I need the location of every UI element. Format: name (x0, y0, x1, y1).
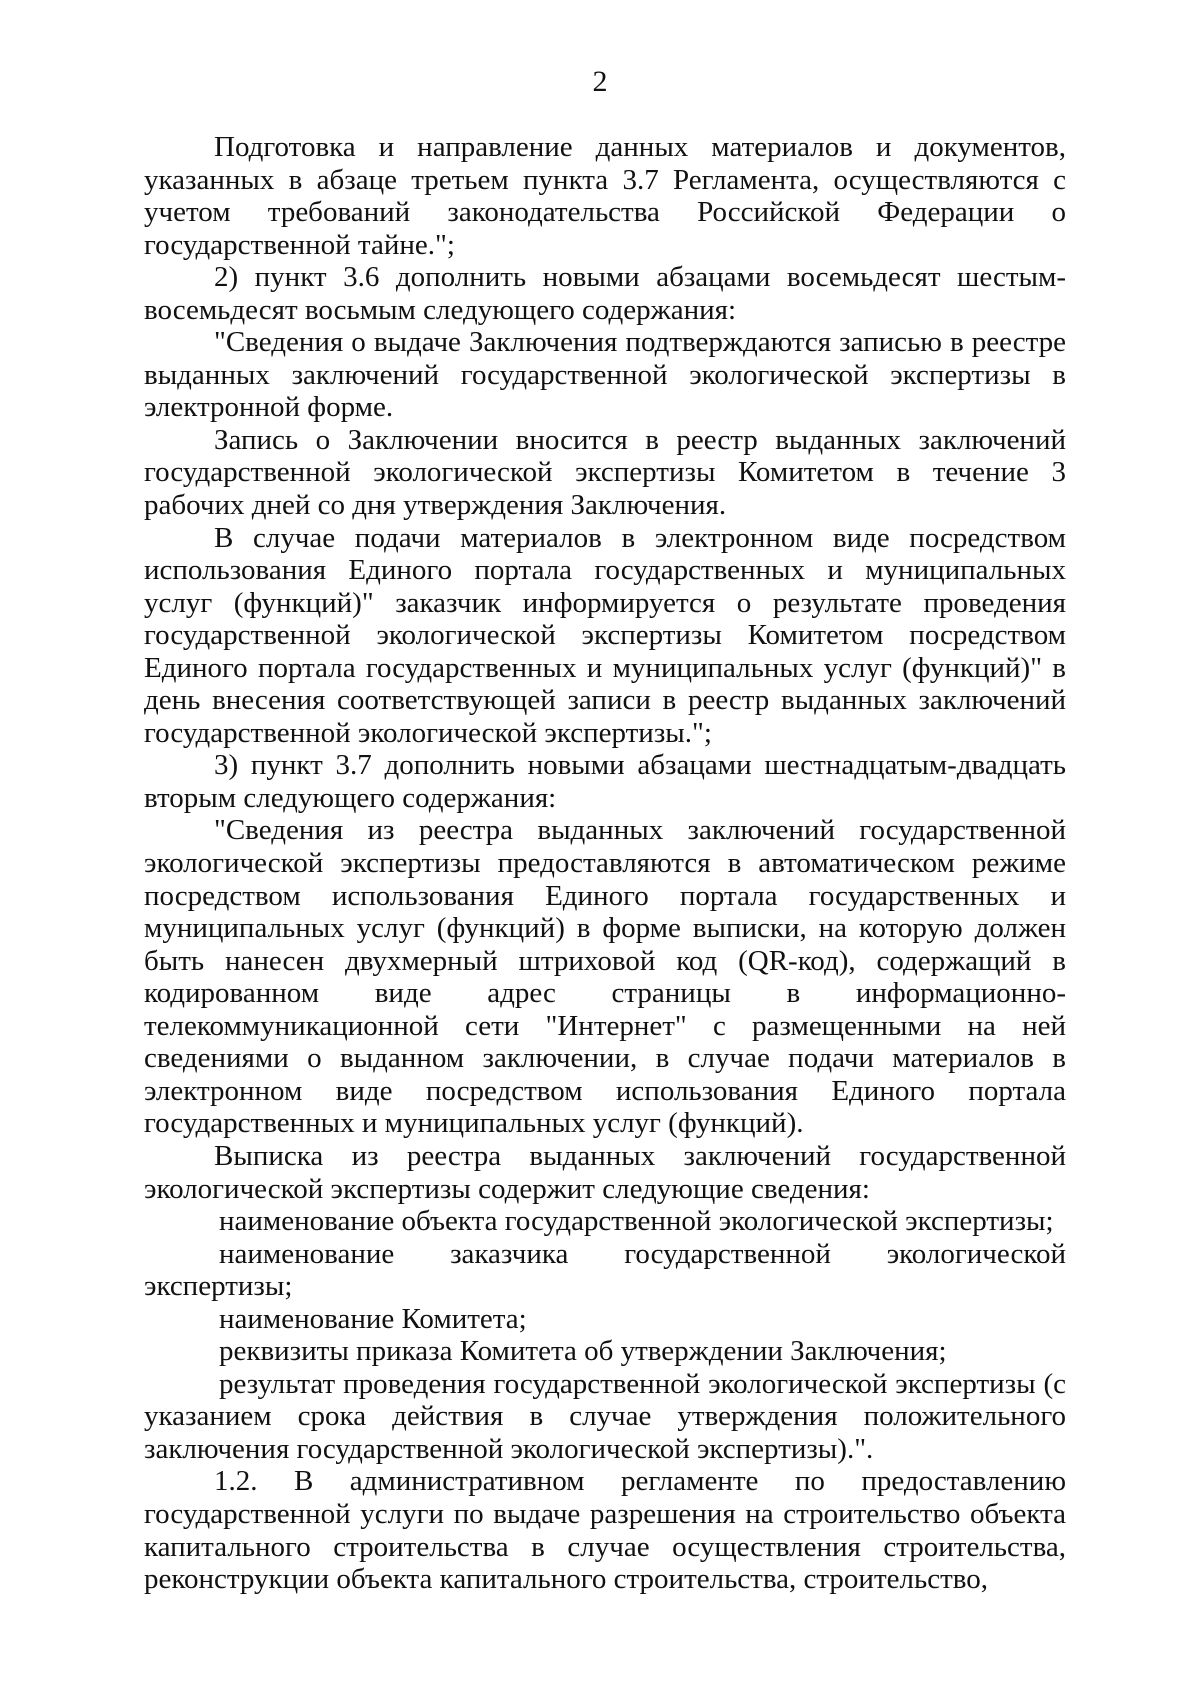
paragraph: "Сведения из реестра выданных заключений государственной экологической экспертизы предоставляются в автоматическом режиме посредством использования Единого портала государственных и муниципальных услуг (функций) в форме выписки, на которую должен быть нанесен двухмерный штриховой код (QR-код), содержащий в кодированном виде адрес страницы в информационно-телекоммуникационной сети "Интернет" с размещенными на ней сведениями о выданном заключении, в случае подачи материалов в электронном виде посредством использования Единого портала государственных и муниципальных услуг (функций). (144, 814, 1066, 1140)
list-item: наименование заказчика государственной экологической экспертизы; (144, 1237, 1066, 1303)
paragraph: Подготовка и направление данных материалов и документов, указанных в абзаце третьем пункта 3.7 Регламента, осуществляются с учетом требований законодательства Российской Федерации о государственной тайне."; (144, 131, 1066, 261)
paragraph: 2) пункт 3.6 дополнить новыми абзацами восемьдесят шестым-восемьдесят восьмым следующего содержания: (144, 261, 1066, 326)
list-item: наименование Комитета; (219, 1302, 527, 1335)
document-body (144, 131, 1066, 1596)
paragraph: 3) пункт 3.7 дополнить новыми абзацами шестнадцатым-двадцать вторым следующего содержания: (144, 749, 1066, 814)
list-item: наименование объекта государственной экологической экспертизы; (219, 1205, 1054, 1238)
list-item: результат проведения государственной экологической экспертизы (с указанием срока действия в случае утверждения положительного заключения государственной экологической экспертизы).". (144, 1367, 1066, 1465)
paragraph: Выписка из реестра выданных заключений государственной экологической экспертизы содержит следующие сведения: (144, 1139, 1066, 1205)
paragraph: Запись о Заключении вносится в реестр выданных заключений государственной экологической экспертизы Комитетом в течение 3 рабочих дней со дня утверждения Заключения. (144, 423, 1066, 522)
paragraph: В случае подачи материалов в электронном виде посредством использования Единого портала государственных и муниципальных услуг (функций)" заказчик информируется о результате проведения государственной экологической экспертизы Комитетом посредством Единого портала государственных и муниципальных услуг (функций)" в день внесения соответствующей записи в реестр выданных заключений государственной экологической экспертизы."; (144, 521, 1066, 749)
page-number: 2 (592, 65, 608, 98)
list-item: реквизиты приказа Комитета об утверждении Заключения; (219, 1335, 947, 1368)
paragraph: 1.2. В административном регламенте по предоставлению государственной услуги по выдаче разрешения на строительство объекта капитального строительства в случае осуществления строительства, реконструкции объекта капитального строительства, строительство, (144, 1465, 1066, 1596)
paragraph: "Сведения о выдаче Заключения подтверждаются записью в реестре выданных заключений государственной экологической экспертизы в электронной форме. (144, 326, 1066, 424)
